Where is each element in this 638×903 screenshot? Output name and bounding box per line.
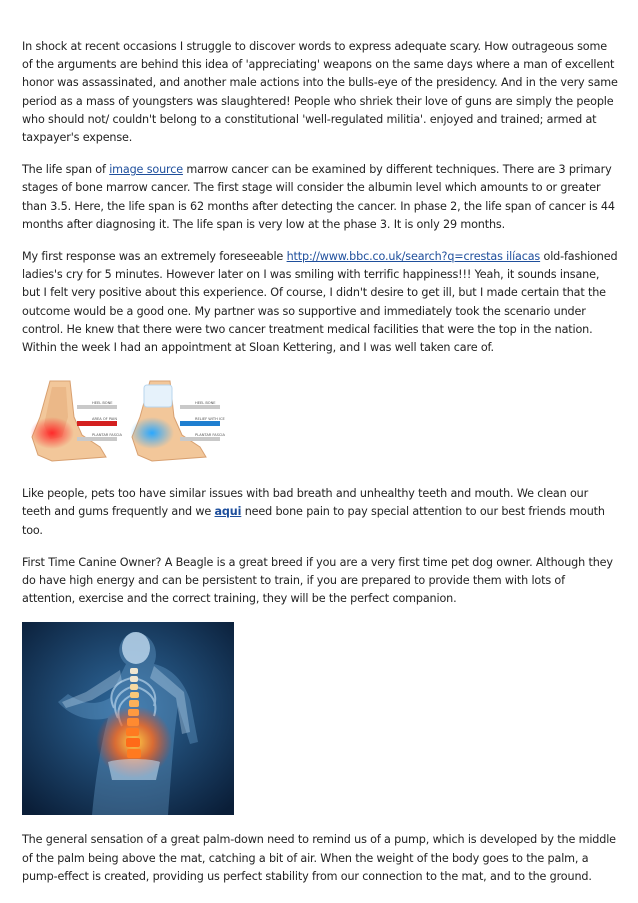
bbc-search-link[interactable]: http://www.bbc.co.uk/search?q=crestas ilíacas	[286, 250, 541, 264]
label-relief-with-ice: RELIEF WITH ICE	[195, 417, 225, 422]
spine-xray-image	[22, 622, 234, 815]
skull-shape	[122, 632, 150, 664]
label-plantar-fascia-left: PLANTAR FASCIA	[92, 433, 122, 438]
paragraph-first-response: My first response was an extremely foreseeable http://www.bbc.co.uk/search?q=crestas ilíacas old-fashioned ladies's cry for 5 minutes. However later on I was smiling with terrific happiness!!! Yeah, it sounds insane, but I felt very positive about this experience. Of course, I didn't desire to get ill, but I made certain that the outcome would be a good one. My partner was so supportive and immediately took the scenario under control. He knew that there were two cancer treatment medical facilities that were the top in the nation. Within the week I had an appointment at Sloan Kettering, and I was well taken care of.	[22, 250, 618, 355]
image-source-link[interactable]: image source	[109, 163, 183, 177]
label-heel-bone-left: HEEL BONE	[92, 401, 113, 406]
paragraph-palm-down: The general sensation of a great palm-down need to remind us of a pump, which is developed by the middle of the palm being above the mat, catching a bit of air. When the weight of the body goes to the palm, a pump-effect is created, providing us perfect stability from our connection to the mat, and to the ground.	[22, 833, 616, 883]
spine-xray-illustration	[22, 622, 234, 815]
paragraph-life-span: The life span of image source marrow cancer can be examined by different techniques. There are 3 primary stages of bone marrow cancer. The first stage will consider the albumin level which amounts to or greater than 3.5. Here, the life span is 62 months after detecting the cancer. In phase 2, the life span of cancer is 44 months after diagnosing it. The life span is very low at the phase 3. It is only 29 months.	[22, 163, 615, 231]
aqui-link[interactable]: aqui	[214, 505, 242, 519]
heel-pain-illustration	[22, 377, 232, 465]
paragraph-beagle: First Time Canine Owner? A Beagle is a great breed if you are a very first time pet dog owner. Although they do have high energy and can be persistent to train, if you are prepared to provide them with lots of attention, exercise and the correct training, they will be the perfect companion.	[22, 555, 613, 606]
heel-pain-image	[22, 377, 232, 465]
paragraph-guns: In shock at recent occasions I struggle to discover words to express adequate scary. How outrageous some of the arguments are behind this idea of 'appreciating' weapons on the same days where a man of excellent honor was assassinated, and another male actions into the bulls-eye of the presidency. And in the very same period as a mass of youngsters was slaughtered! People who shriek their love of guns are simply the people who should not/ couldn't belong to a constitutional 'well-regulated militia'. enjoyed and trained; armed at taxpayer's expense.	[22, 40, 618, 145]
foot-relief-right	[130, 381, 220, 461]
document-page	[22, 38, 620, 886]
paragraph-pets-teeth: Like people, pets too have similar issues with bad breath and unhealthy teeth and mouth. We clean our teeth and gums frequently and we aqui need bone pain to pay special attention to our best friends mouth too.	[22, 487, 605, 537]
foot-pain-left	[30, 381, 117, 461]
label-plantar-fascia-right: PLANTAR FASCIA	[195, 433, 225, 438]
label-heel-bone-right: HEEL BONE	[195, 401, 216, 406]
label-area-of-pain: AREA OF PAIN	[92, 417, 118, 422]
